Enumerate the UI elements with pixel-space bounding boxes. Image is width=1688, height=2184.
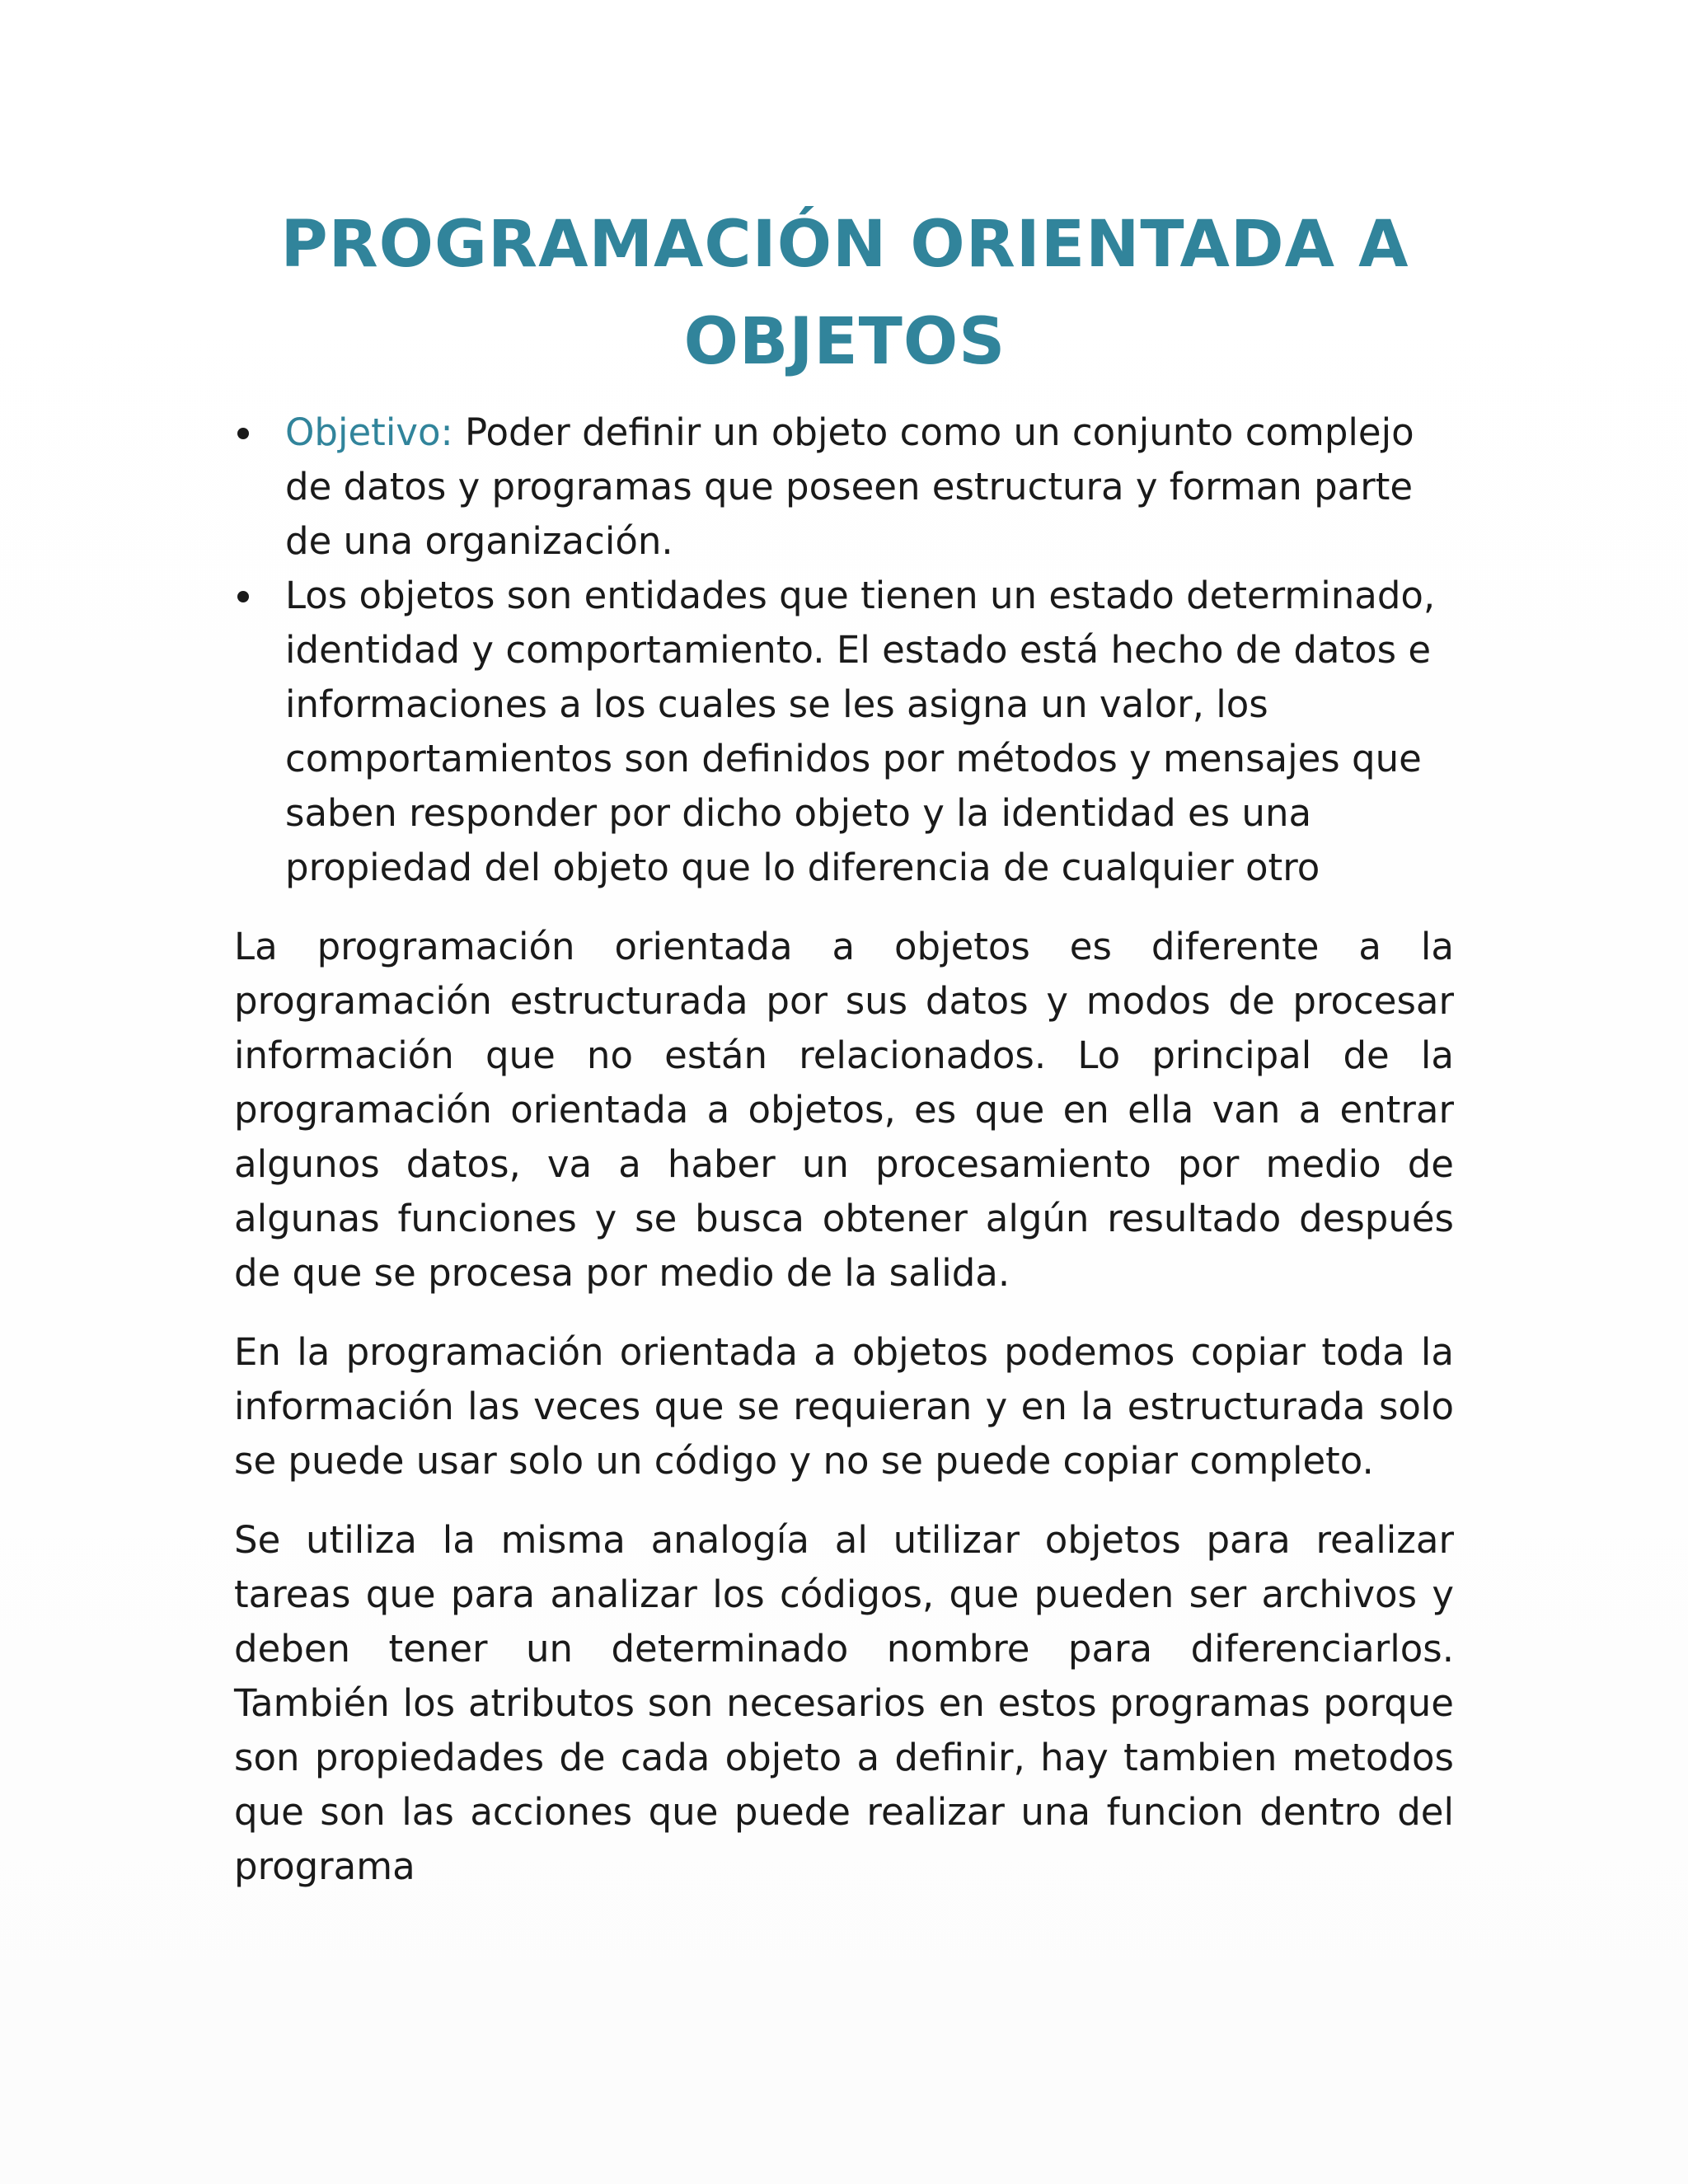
objects-text: Los objetos son entidades que tienen un estado determinado, identidad y comportamiento. El estado está hecho de datos e informaciones a los cuales se les asigna un valor, los comportamientos son definidos por métodos y mensajes que saben responder por dicho objeto y la identidad es una propiedad del objeto que lo diferencia de cualquier otro	[285, 574, 1436, 889]
paragraph-2: En la programación orientada a objetos podemos copiar toda la información las veces que se requieran y en la estructurada solo se puede usar solo un código y no se puede copiar completo.	[234, 1330, 1454, 1483]
bullet-list	[234, 405, 1454, 895]
page-title	[231, 196, 1459, 391]
bullet-item-objects	[234, 569, 1454, 895]
bullet-item-objective	[234, 405, 1454, 569]
title-line-1: PROGRAMACIÓN ORIENTADA A	[280, 208, 1409, 282]
paragraph-3: Se utiliza la misma analogía al utilizar objetos para realizar tareas que para analizar los códigos, que pueden ser archivos y deben tener un determinado nombre para diferenciarlos. También los atributos son necesarios en estos programas porque son propiedades de cada objeto a definir, hay tambien metodos que son las acciones que puede realizar una funcion dentro del programa	[234, 1518, 1454, 1888]
objective-text: Poder definir un objeto como un conjunto complejo de datos y programas que poseen estructura y forman parte de una organización.	[285, 410, 1414, 563]
bullet-dot-icon	[237, 591, 249, 602]
bullet-dot-icon	[237, 428, 249, 439]
title-line-2: OBJETOS	[683, 305, 1006, 379]
document-body	[234, 405, 1454, 1894]
paragraph-1: La programación orientada a objetos es diferente a la programación estructurada por sus datos y modos de procesar información que no están relacionados. Lo principal de la programación orientada a objetos, es que en ella van a entrar algunos datos, va a haber un procesamiento por medio de algunas funciones y se busca obtener algún resultado después de que se procesa por medio de la salida.	[234, 925, 1454, 1295]
objective-label: Objetivo:	[285, 410, 453, 454]
